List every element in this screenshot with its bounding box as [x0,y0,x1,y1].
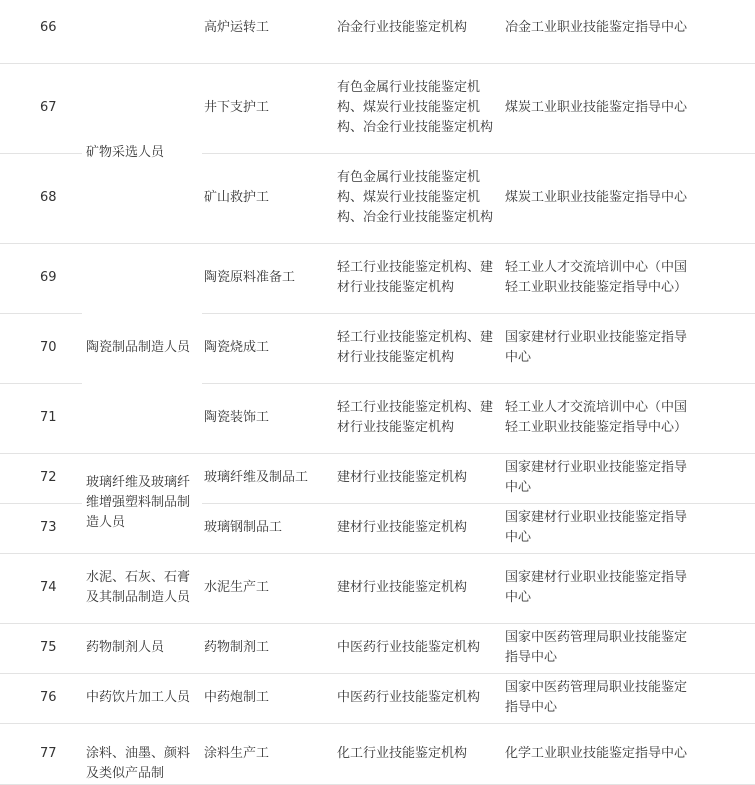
guidance-center: 国家建材行业职业技能鉴定指导中心 [503,313,755,383]
table-row [0,453,755,503]
occupation-name: 中药炮制工 [202,673,335,723]
guidance-center: 煤炭工业职业技能鉴定指导中心 [503,63,755,153]
category-cell: 陶瓷制品制造人员 [82,243,202,453]
occupation-name: 陶瓷装饰工 [202,383,335,453]
appraisal-org: 中医药行业技能鉴定机构 [335,673,503,723]
row-number: 75 [0,623,82,673]
row-number: 67 [0,63,82,153]
guidance-center: 冶金工业职业技能鉴定指导中心 [503,0,755,63]
category-cell-empty [82,0,202,63]
category-cell: 涂料、油墨、颜料及类似产品制 [82,723,202,784]
row-number: 76 [0,673,82,723]
row-number: 72 [0,453,82,503]
appraisal-org: 中医药行业技能鉴定机构 [335,623,503,673]
category-cell: 中药饮片加工人员 [82,673,202,723]
row-number: 66 [0,0,82,63]
occupation-name: 高炉运转工 [202,0,335,63]
occupation-name: 陶瓷原料准备工 [202,243,335,313]
appraisal-org: 化工行业技能鉴定机构 [335,723,503,784]
occupation-name: 陶瓷烧成工 [202,313,335,383]
occupation-name: 玻璃钢制品工 [202,503,335,553]
appraisal-org: 轻工行业技能鉴定机构、建材行业技能鉴定机构 [335,383,503,453]
row-number: 74 [0,553,82,623]
occupation-name: 水泥生产工 [202,553,335,623]
appraisal-org: 有色金属行业技能鉴定机构、煤炭行业技能鉴定机构、冶金行业技能鉴定机构 [335,63,503,153]
guidance-center: 国家建材行业职业技能鉴定指导中心 [503,453,755,503]
table-row [0,63,755,153]
row-number: 70 [0,313,82,383]
appraisal-org: 有色金属行业技能鉴定机构、煤炭行业技能鉴定机构、冶金行业技能鉴定机构 [335,153,503,243]
table-row [0,673,755,723]
occupation-name: 井下支护工 [202,63,335,153]
guidance-center: 国家建材行业职业技能鉴定指导中心 [503,553,755,623]
appraisal-org: 轻工行业技能鉴定机构、建材行业技能鉴定机构 [335,313,503,383]
category-cell: 水泥、石灰、石膏及其制品制造人员 [82,553,202,623]
table-row [0,623,755,673]
occupation-name: 药物制剂工 [202,623,335,673]
row-number: 73 [0,503,82,553]
appraisal-org: 建材行业技能鉴定机构 [335,553,503,623]
guidance-center: 国家中医药管理局职业技能鉴定指导中心 [503,623,755,673]
occupation-name: 玻璃纤维及制品工 [202,453,335,503]
occupation-name: 矿山救护工 [202,153,335,243]
appraisal-org: 建材行业技能鉴定机构 [335,503,503,553]
category-cell: 玻璃纤维及玻璃纤维增强塑料制品制造人员 [82,453,202,553]
occupation-name: 涂料生产工 [202,723,335,784]
row-number: 69 [0,243,82,313]
table-row [0,243,755,313]
category-cell: 药物制剂人员 [82,623,202,673]
row-number: 68 [0,153,82,243]
appraisal-org: 建材行业技能鉴定机构 [335,453,503,503]
table-row [0,553,755,623]
guidance-center: 轻工业人才交流培训中心（中国轻工业职业技能鉴定指导中心） [503,243,755,313]
row-number: 77 [0,723,82,784]
guidance-center: 国家建材行业职业技能鉴定指导中心 [503,503,755,553]
appraisal-org: 冶金行业技能鉴定机构 [335,0,503,63]
appraisal-org: 轻工行业技能鉴定机构、建材行业技能鉴定机构 [335,243,503,313]
category-cell: 矿物采选人员 [82,63,202,243]
guidance-center: 化学工业职业技能鉴定指导中心 [503,723,755,784]
guidance-center: 国家中医药管理局职业技能鉴定指导中心 [503,673,755,723]
guidance-center: 轻工业人才交流培训中心（中国轻工业职业技能鉴定指导中心） [503,383,755,453]
guidance-center: 煤炭工业职业技能鉴定指导中心 [503,153,755,243]
table-row [0,0,755,63]
row-number: 71 [0,383,82,453]
table-row [0,723,755,784]
